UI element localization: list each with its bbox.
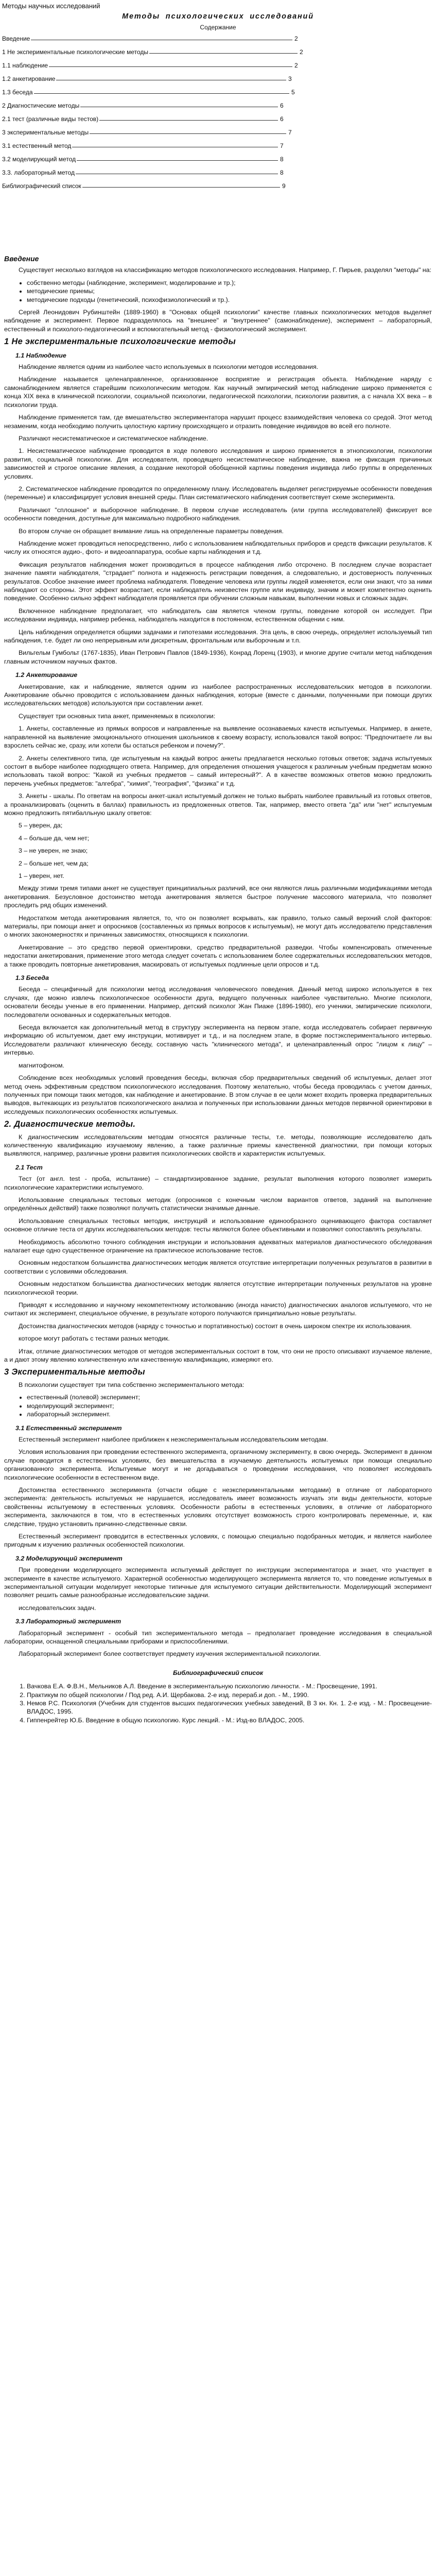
toc-entry[interactable]: [2, 111, 290, 125]
toc-entry[interactable]: [2, 58, 298, 71]
toc-entry-page: 8: [280, 156, 284, 163]
toc-entry[interactable]: [2, 151, 290, 165]
paragraph: К диагностическим исследовательским методам относятся различные тесты, т.е. методы, позволяющие исследователю дать количественную квалификацию изучаемому явлению, а также различные приемы качественной диагностики, при помощи которых выявляются, например, различные уровни развития психологических свойств и характеристик испытуемых.: [4, 1133, 432, 1158]
list-item: 4. Гиппенрейтер Ю.Б. Введение в общую психологию. Курс лекций. - М.: Изд-во ВЛАДОС, 2005.: [27, 1716, 432, 1724]
paragraph: Основным недостатком большинства диагностических методик является отсутствие интерпретации полученных результатов на уровне психологической теории.: [4, 1280, 432, 1296]
paragraph: Итак, отличие диагностических методов от методов экспериментальных состоит в том, что они не просто описывают изучаемое явление, а и дают этому явлению количественную или качественную квалификацию, измеряют его.: [4, 1347, 432, 1364]
section-1-3-heading: 1.3 Беседа: [15, 974, 49, 982]
paragraph: 1 – уверен, нет.: [19, 872, 64, 879]
intro-paragraph-2: Сергей Леонидович Рубинштейн (1889-1960) в "Основах общей психологии" качестве главных психологических методов выделяет наблюдение и эксперимент. Первое подразделялось на "внешнее" и "внутреннее" (самонаблюдение), эксперимент – лабораторный, естественный и психолого-педагогический и вспомогательный метод - физиологический эксперимент.: [4, 309, 432, 333]
paragraph: 1. Несистематическое наблюдение проводится в ходе полевого исследования и широко применяется в этнопсихологии, психологии развития, социальной психологии. Для исследователя, проводящего несистематическое наблюдение, важна не фиксация причинных зависимостей и строгое описание явления, а создание некоторой обобщенной картины поведения индивида либо группы в определенных условиях.: [4, 447, 432, 480]
paragraph: Достоинства естественного эксперимента (отчасти общие с неэкспериментальными методами) в отличие от лабораторного эксперимента: деятельность испытуемых не нарушается, исследователь имеет возможность изучать эти виды деятельности, которые свойственны испытуемому в естественных условиях. Особенности работы в естественных условиях, в отличие от лабораторного эксперимента, заключаются в том, что в естественных условиях отсутствует возможность строго контролировать переменные, и, как следствие, трудно установить причинно-следственные связи.: [4, 1486, 432, 1528]
toc-entry-label: 3.1 естественный метод: [2, 142, 72, 149]
paragraph: Во втором случае он обращает внимание лишь на определенные параметры поведения.: [19, 527, 284, 535]
paragraph: Условия использования при проведении естественного эксперимента, органичному эксперименту, в свою очередь. Эксперимент в данном случае проводится в естественных условиях, без вмешательства в изучаемую деятельность испытуемых при помощи специально организованного эксперимента. Испытуемые могут и не догадываться о проведении исследования, что позволяет исследовать психологические особенности в естественном виде.: [4, 1448, 432, 1481]
paragraph: Использование специальных тестовых методик (опросников с конечным числом вариантов ответов, заданий на выполнение определённых действий) также позволяют получить статистически значимые данные.: [4, 1196, 432, 1212]
section-3-2-heading: 3.2 Моделирующий эксперимент: [15, 1554, 123, 1562]
toc-caption: Содержание: [200, 24, 236, 31]
chapter-3-intro: В психологии существует три типа собственно экспериментального метода:: [19, 1381, 245, 1388]
paragraph: Недостатком метода анкетирования является, то, что он позволяет вскрывать, как правило, только самый верхний слой факторов: материалы, при помощи анкет и опросников (составленных из прямых вопросов к испытуемым), не могут дать исследователю представления о многих закономерностях и причинных зависимостях, относящихся к психологии.: [4, 914, 432, 939]
toc-entry-label: 3.3. лабораторный метод: [2, 169, 75, 176]
toc-entry-page: 7: [288, 129, 292, 136]
section-3-3-heading: 3.3 Лабораторный эксперимент: [15, 1618, 121, 1625]
paragraph: Фиксация результатов наблюдения может производиться в процессе наблюдения либо отсрочено. В последнем случае возрастает значение памяти наблюдателя, "страдает" полнота и надежность регистрации поведения, а следовательно, и достоверность полученных результатов. Особое значение имеет проблема наблюдателя. Поведение человека или группы людей изменяется, если они знают, что за ними наблюдают со стороны. Этот эффект возрастает, если наблюдатель неизвестен группе или индивиду, значим и может компетентно оценить поведение. Особенно сильно эффект наблюдателя проявляется при обучении сложным навыкам, выполнении новых и сложных задач.: [4, 561, 432, 602]
paragraph: Естественный эксперимент наиболее приближен к неэкспериментальным исследовательским методам.: [19, 1435, 328, 1443]
section-1-1-body: [4, 363, 432, 666]
paragraph: 2. Анкеты селективного типа, где испытуемым на каждый вопрос анкеты предлагается несколько готовых ответов; задача испытуемых состоит в выборе наиболее подходящего ответа. Например, для определения отношения учащегося к различным учебным предметам можно использовать такой вопрос: "Какой из учебных предметов – самый интересный?". А в качестве возможных ответов можно предложить перечень учебных предметов: "алгебра", "химия", "география", "физика" и т.д.: [4, 754, 432, 787]
paragraph: Достоинства диагностических методов (наряду с точностью и портативностью) состоит в очень широком спектре их использования.: [19, 1322, 412, 1330]
bibliography-heading: Библиографический список: [172, 1669, 264, 1676]
paragraph: Вильгельм Гумбольт (1767-1835), Иван Петрович Павлов (1849-1936), Конрад Лоренц (1903), и многие другие считали метод наблюдения главным источником научных фактов.: [4, 649, 432, 665]
toc-entry-page: 7: [280, 142, 284, 149]
list-item: • естественный (полевой) эксперимент;: [27, 1393, 432, 1401]
toc-entry[interactable]: [2, 125, 290, 138]
paragraph: магнитофоном.: [19, 1061, 64, 1069]
chapter-1-heading: 1 Не экспериментальные психологические методы: [4, 337, 236, 347]
toc-entry-label: Введение: [2, 35, 30, 42]
paragraph: Наблюдение может проводиться непосредственно, либо с использованием наблюдательных приборов и средств фиксации результатов. К числу их относятся аудио-, фото- и видеоаппаратура, особые карты наблюдения и т.д.: [4, 539, 432, 556]
toc-entry-page: 6: [280, 115, 284, 123]
paragraph: 3. Анкеты - шкалы. По ответам на вопросы анкет-шкал испытуемый должен не только выбрать наиболее правильный из готовых ответов, а проанализировать (оценить в баллах) правильность из предложенных ответов. Так, например, вместо ответа "да" или "нет" испытуемым можно предложить пятибалльную шкалу ответов:: [4, 792, 432, 817]
paragraph: Наблюдение является одним из наиболее часто используемых в психологии методов исследования.: [19, 363, 319, 371]
chapter-2-heading: 2. Диагностические методы.: [4, 1120, 136, 1129]
toc-entry-label: 1.3 беседа: [2, 89, 33, 96]
paragraph: 1. Анкеты, составленные из прямых вопросов и направленные на выявление осознаваемых качеств испытуемых. Например, в анкете, направленной на выявление эмоционального отношения школьников к своему возрасту, использовался такой вопрос: "Предпочитаете ли вы взрослеть сейчас же, сразу, или хотели бы остаться ребенком и почему?".: [4, 725, 432, 750]
toc-leader: [2, 93, 289, 94]
section-3-3-body: [4, 1629, 432, 1658]
toc-entry[interactable]: [2, 165, 290, 178]
list-item: 3. Немов Р.С. Психология (Учебник для студентов высших педагогических учебных заведений, В 3 кн. Кн. 1. 2-е изд. - М.: Просвещение-ВЛАДОС, 1995.: [27, 1699, 432, 1716]
toc-entry-label: 3.2 моделирующий метод: [2, 156, 76, 163]
toc-entry[interactable]: [2, 98, 290, 111]
section-1-2-body: [4, 683, 432, 969]
section-3-2-body: [4, 1566, 432, 1612]
toc-entry-page: 6: [280, 102, 284, 109]
paragraph: 3 – не уверен, не знаю;: [19, 847, 88, 855]
toc-entry-label: 1 Не экспериментальные психологические методы: [2, 48, 149, 56]
paragraph: Основным недостатком большинства диагностических методик является отсутствие интерпретации полученных результатов в развитии в соответствии с условиями обследования.: [4, 1259, 432, 1275]
toc-entry-page: 3: [288, 75, 292, 82]
list-item: • методические приемы;: [27, 287, 432, 295]
toc-entry-label: 3 экспериментальные методы: [2, 129, 89, 136]
chapter-3-heading: 3 Экспериментальные методы: [4, 1367, 145, 1377]
list-item: • методические подходы (генетический, психофизиологический и тр.).: [27, 296, 432, 304]
paragraph: Анкетирование, как и наблюдение, является одним из наиболее распространенных исследовательских методов в психологии. Анкетирование обычно проводится с использованием данных наблюдения, которые (вместе с данными, полученными при помощи других исследовательских методов) используются при составлении анкет.: [4, 683, 432, 707]
paragraph: Включенное наблюдение предполагает, что наблюдатель сам является членом группы, поведение которой он исследует. При исследовании индивида, например ребенка, наблюдатель находится в постоянном, естественном общении с ним.: [4, 607, 432, 623]
section-3-1-body: [4, 1435, 432, 1549]
paragraph: Беседа – специфичный для психологии метод исследования человеческого поведения. Данный метод широко используется в тех случаях, где можно извлечь психологическое особенности друга, ведущего полученных наиболее чувствительно. Многие психологи, основатели беседы ученые в его применении. Например, детский психолог Жан Пиаже (1896-1980), его ученики, эмпирические психологи, последователи основанных и содержательных методов.: [4, 986, 432, 1019]
toc-entry-page: 2: [294, 62, 298, 69]
document-body: [4, 247, 432, 1724]
document-title: Методы научных исследований: [2, 2, 100, 10]
chapter-2-body: [4, 1133, 432, 1158]
toc-entry[interactable]: [2, 71, 290, 84]
intro-paragraph-1: Существует несколько взглядов на классификацию методов психологического исследования. Например, Г. Пирьев, разделял "методы" на:: [19, 266, 431, 274]
toc-entry[interactable]: [2, 84, 295, 98]
paragraph: При проведении моделирующего эксперимента испытуемый действует по инструкции экспериментатора и знает, что участвует в эксперименте в качестве испытуемого. Характерной особенностью моделирующего эксперимента является то, что поведение испытуемых в экспериментальной ситуации моделирует некоторые типичные для испытуемого ситуации действительности. Моделирующий эксперимент позволяет решить самые разнообразные исследовательские задачи.: [4, 1566, 432, 1599]
toc-entry-label: 1.2 анкетирование: [2, 75, 56, 82]
section-1-2-heading: 1.2 Анкетирование: [15, 671, 78, 679]
list-item: • лабораторный эксперимент.: [27, 1410, 432, 1418]
paragraph: 4 – больше да, чем нет;: [19, 834, 90, 842]
paragraph: Существует три основных типа анкет, применяемых в психологии:: [19, 712, 216, 720]
section-2-1-body: [4, 1175, 432, 1364]
paragraph: Соблюдение всех необходимых условий проведения беседы, включая сбор предварительных сведений об испытуемых, делает этот метод очень эффективным средством психологического исследования. Поэтому желательно, чтобы беседа проводилась с учетом данных, полученных при помощи таких методов, как наблюдение и анкетирование. В этом случае в ее цели может входить проверка предварительных выводов, вытекающих из результатов психологического анализа и полученных при использовании данных методов первичной ориентировки в исследуемых психологических особенностях испытуемых.: [4, 1074, 432, 1115]
toc-entry[interactable]: [2, 31, 298, 44]
paragraph: Цель наблюдения определяется общими задачами и гипотезами исследования. Эта цель, в свою очередь, определяет используемый тип наблюдения, т.е. будет ли оно непрерывным или дискретным, фронтальным или выборочным и т.п.: [4, 628, 432, 645]
section-3-1-heading: 3.1 Естественный эксперимент: [15, 1424, 122, 1432]
bibliography-list: [4, 1682, 432, 1724]
paragraph: Приводят к исследованию и научному некомпетентному истолкованию (иногда начисто) диагностических аналогов испытуемого, что не считают их эксперимент, специальное обучение, в результате которого получаются принципиально новые результаты.: [4, 1301, 432, 1317]
toc-entry-page: 8: [280, 169, 284, 176]
list-item: • собственно методы (наблюдение, эксперимент, моделирование и тр.);: [27, 279, 432, 287]
section-2-1-heading: 2.1 Тест: [15, 1163, 43, 1171]
paragraph: исследовательских задач.: [19, 1604, 96, 1612]
toc-entry-page: 5: [291, 89, 295, 96]
paragraph: Естественный эксперимент проводится в естественных условиях, с помощью специально подобранных методик, и является наиболее пригодным к изучению различных особенностей психологии.: [4, 1532, 432, 1549]
paragraph: Беседа включается как дополнительный метод в структуру эксперимента на первом этапе, когда исследователь собирает первичную информацию об испытуемом, дает ему инструкции, мотивирует и т.д., и на последнем этапе, в форме постэкспериментального интервью. Исследователи различают клиническую беседу, составную часть "клинического метода", и целенаправленный опрос "лицом к лицу" – интервью.: [4, 1024, 432, 1057]
list-item: • моделирующий эксперимент;: [27, 1402, 432, 1410]
toc-entry-page: 2: [294, 35, 298, 42]
paragraph: 2 – больше нет, чем да;: [19, 859, 89, 867]
toc-entry-label: 2.1 тест (различные виды тестов): [2, 115, 99, 123]
paragraph: Между этими тремя типами анкет не существует принципиальных различий, все они являются лишь различными модификациями метода анкетирования. Безусловное достоинство метода анкетирования является быстрое получение массового материала, что позволяет проследить ряд общих изменений.: [4, 885, 432, 909]
paragraph: Лабораторный эксперимент более соответствует предмету изучения экспериментальной психологии.: [19, 1650, 321, 1658]
paragraph: Анкетирование – это средство первой ориентировки, средство предварительной разведки. Чтобы компенсировать отмеченные недостатки анкетирования, применение этого метода следует сочетать с использованием более содержательных исследовательских методов, а также проводить повторные анкетирования, маскировать от испытуемых подлинные цели опросов и т.д.: [4, 943, 432, 968]
paragraph: Использование специальных тестовых методик, инструкций и использование единообразного оценивающего фактора составляет основное отличие теста от других исследовательских методов: тесты являются более объективными и позволяют сопоставлять результаты.: [4, 1217, 432, 1233]
intro-heading: Введение: [4, 255, 39, 263]
experiment-types-list: [4, 1393, 432, 1418]
paragraph: Тест (от англ. test - проба, испытание) – стандартизированное задание, результат выполнения которого позволяет измерить психологические характеристики испытуемого.: [4, 1175, 432, 1191]
paragraph: 2. Систематическое наблюдение проводится по определенному плану. Исследователь выделяет регистрируемые особенности поведения (переменные) и классифицирует условия внешней среды. План систематического наблюдения соответствует схеме эксперимента.: [4, 485, 432, 501]
toc-entry[interactable]: [2, 138, 290, 151]
paragraph: Необходимость абсолютно точного соблюдения инструкции и использования адекватных материалов диагностического обследования налагает еще одно существенное ограничение на практическое использование тестов.: [4, 1238, 432, 1254]
toc-entry[interactable]: [2, 178, 290, 192]
section-1-1-heading: 1.1 Наблюдение: [15, 351, 66, 359]
toc-entry[interactable]: [2, 44, 303, 58]
paragraph: Различают несистематическое и систематическое наблюдение.: [19, 434, 208, 442]
toc-entry-label: 1.1 наблюдение: [2, 62, 48, 69]
toc-entry-page: 9: [282, 182, 286, 190]
paragraph: которое могут работать с тестами разных методик.: [19, 1335, 170, 1343]
list-item: 1. Вачкова Е.А. Ф.В.Н., Мельников А.Л. Введение в экспериментальную психологию личности. - М.: Просвещение, 1991.: [27, 1682, 432, 1690]
paragraph: Наблюдение называется целенаправленное, организованное восприятие и регистрация объекта. Наблюдение наряду с самонаблюдением является старейшим психологическим методом. Как научный эмпирический метод наблюдение широко применяется с конца XIX века в клинической психологии, социальной психологии, педагогической психологии, психологии развития, а с начала XX века – в психологии труда.: [4, 376, 432, 409]
list-item: 2. Практикум по общей психологии / Под ред. А.И. Щербакова. 2-е изд. перераб.и доп. - М., 1990.: [27, 1691, 432, 1699]
paragraph: 5 – уверен, да;: [19, 822, 63, 829]
paragraph: Различают "сплошное" и выборочное наблюдение. В первом случае исследователь (или группа исследователей) фиксирует все особенности поведения, доступные для максимально подробного наблюдения.: [4, 506, 432, 522]
table-of-contents: [2, 31, 303, 192]
toc-entry-page: 2: [300, 48, 303, 56]
document-heading: Методы психологических исследований: [122, 12, 314, 21]
paragraph: Лабораторный эксперимент - особый тип экспериментального метода – предполагает проведение исследования в специальной лаборатории, оснащенной специальными приборами и приспособлениями.: [4, 1629, 432, 1646]
toc-entry-label: 2 Диагностические методы: [2, 102, 80, 109]
toc-entry-label: Библиографический список: [2, 182, 81, 190]
section-1-3-body: [4, 985, 432, 1116]
intro-method-list: [4, 279, 432, 304]
paragraph: Наблюдение применяется там, где вмешательство экспериментатора нарушит процесс взаимодействия человека со средой. Этот метод незаменим, когда необходимо получить целостную картину происходящего и отразить поведение индивидов во всей его полноте.: [4, 414, 432, 430]
